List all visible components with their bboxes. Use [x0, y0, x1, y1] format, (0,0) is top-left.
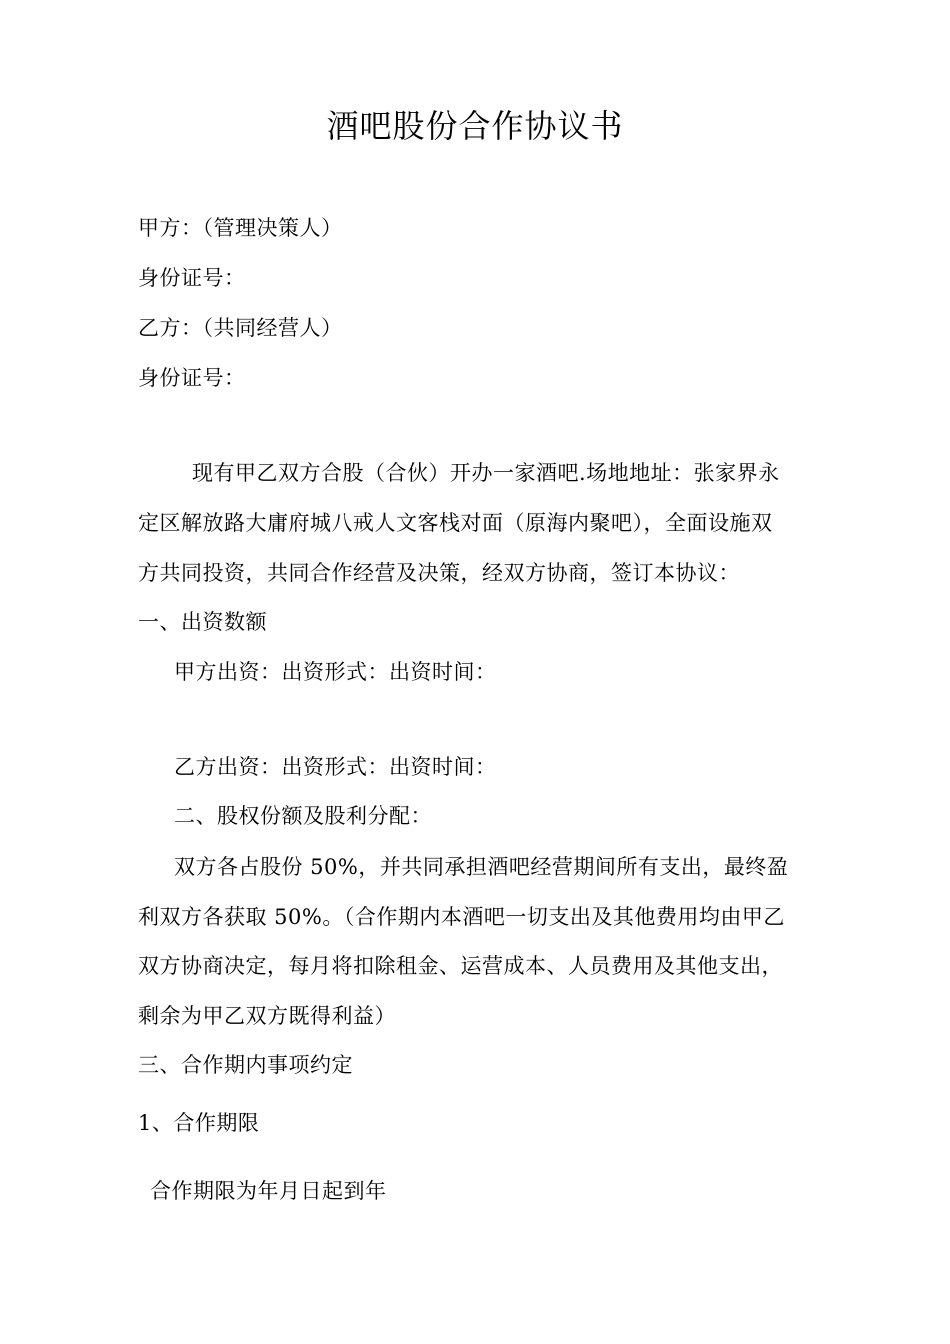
intro-line-3: 方共同投资，共同合作经营及决策，经双方协商，签订本协议：	[138, 561, 740, 585]
section-2-line-3: 双方协商决定，每月将扣除租金、运营成本、人员费用及其他支出，	[138, 954, 783, 978]
party-b-id-label: 身份证号：	[138, 366, 246, 390]
party-b-label: 乙方：（共同经营人）	[138, 316, 343, 340]
party-a-label: 甲方：（管理决策人）	[138, 216, 343, 240]
intro-line-2: 定区解放路大庸府城八戒人文客栈对面（原海内聚吧），全面设施双	[138, 511, 773, 535]
section-2-heading: 二、股权份额及股利分配：	[174, 804, 432, 828]
section-2-line-4: 剩余为甲乙双方既得利益）	[138, 1004, 396, 1028]
intro-line-1: 现有甲乙双方合股（合伙）开办一家酒吧.场地地址：张家界永	[192, 461, 780, 485]
party-b-contribution: 乙方出资：出资形式：出资时间：	[174, 755, 497, 779]
section-1-heading: 一、出资数额	[138, 610, 267, 634]
party-a-contribution: 甲方出资：出资形式：出资时间：	[174, 660, 497, 684]
section-3-heading: 三、合作期内事项约定	[138, 1053, 353, 1077]
party-a-id-label: 身份证号：	[138, 266, 246, 290]
item-1-body: 合作期限为年月日起到年	[150, 1179, 387, 1203]
section-2-line-2: 利双方各获取 50%。（合作期内本酒吧一切支出及其他费用均由甲乙	[138, 905, 785, 929]
item-1-heading: 1、合作期限	[138, 1111, 260, 1135]
section-2-line-1: 双方各占股份 50%，并共同承担酒吧经营期间所有支出，最终盈	[174, 855, 789, 879]
document-title: 酒吧股份合作协议书	[326, 107, 624, 145]
